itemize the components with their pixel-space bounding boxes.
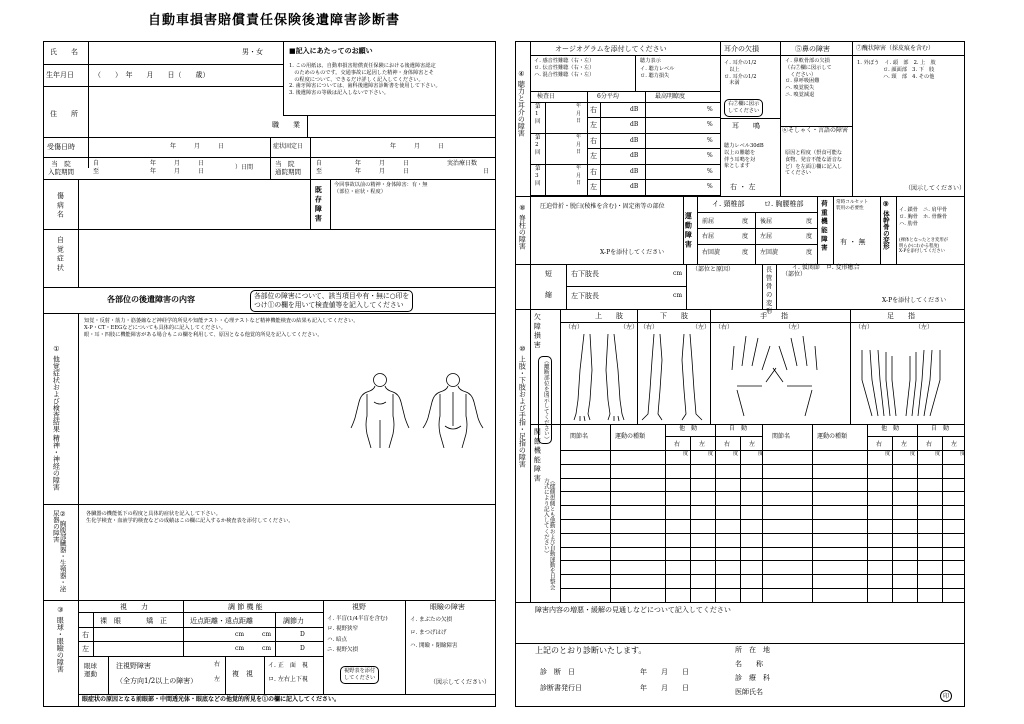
- exam-day-label: 検査日: [537, 93, 556, 100]
- left-cm-2[interactable]: cm: [262, 645, 272, 652]
- short-label: 短: [545, 270, 552, 278]
- section2-note: 各臓器の機能低下の程度と具体的症状を記入して下さい。 生化学検査・血液学的検査などの成績はこの欄に記入するか検査表を添付してください。: [86, 511, 294, 524]
- real-days-label: 実治療日数: [447, 160, 478, 167]
- seal-mark[interactable]: 印: [940, 690, 952, 702]
- chew-note: 原因と程度（摂食可能な 食物、発音不能な語音な ど）を左面①欄に記入し てください: [785, 150, 843, 177]
- left-leg-cm[interactable]: cm: [673, 292, 683, 299]
- rrot-label: 右回旋: [702, 249, 721, 256]
- round-3-db-0[interactable]: dB: [630, 168, 639, 175]
- round-1-right-ear: 右: [590, 106, 597, 114]
- nose-header: ⑤鼻の障害: [795, 45, 830, 53]
- finger-r: （右）: [715, 324, 734, 331]
- hospital-period-label: 当 院 入院期間: [48, 160, 74, 177]
- address-label: 住 所: [50, 110, 78, 118]
- hosp-to-date[interactable]: 年 月 日: [150, 168, 205, 175]
- real-days-unit[interactable]: 日: [483, 168, 490, 175]
- best-clarity-label: 最高明瞭度: [655, 93, 686, 100]
- diag-date-field[interactable]: 年 月 日: [640, 668, 689, 676]
- section1-note: 知覚・反射・筋力・筋萎縮など神経学的所見や知能テスト・心理テストなど精神機能検査の結果も記入してください。 X-P・CT・EEGなどについても具体的に記入してください。 眼・耳・四肢に機能障害がある場合もこの欄を利用して、原因となる他覚的所見を記入してください。: [84, 318, 359, 338]
- lower-r: （右）: [640, 324, 659, 331]
- left-d[interactable]: D: [300, 645, 305, 652]
- tinnitus-rl[interactable]: 右 ・ 左: [730, 183, 756, 191]
- audiogram-note: オージオグラムを添付してください: [555, 45, 667, 53]
- section9-items[interactable]: イ. 鎖骨 ニ. 肩甲骨 ロ. 胸骨 ホ. 骨盤骨 ハ. 肋骨: [899, 207, 948, 227]
- spine-note: 圧迫骨折・脱臼(稜椎を含む)・固定術等の部位: [540, 203, 665, 210]
- deg-0-2[interactable]: 度: [733, 451, 739, 457]
- field-items[interactable]: イ. 半盲(1/4半盲を含む) ロ. 視野狭窄 ハ. 暗点 ニ. 視野欠損: [327, 616, 388, 654]
- rl-head-1-3: 左: [951, 441, 958, 448]
- lbend-deg[interactable]: 度: [806, 233, 813, 240]
- department-label: 診 療 科: [735, 674, 770, 682]
- round-1-db-0[interactable]: dB: [630, 106, 639, 113]
- rl-head-1-2: 右: [926, 441, 933, 448]
- diagnosis-label: 傷 病 名: [56, 192, 65, 218]
- job-label: 職 業: [272, 121, 300, 129]
- diplopia-label: 注視野障害: [116, 662, 151, 670]
- lbend-label: 左屈: [760, 233, 773, 240]
- round-3-db-1[interactable]: dB: [630, 183, 639, 190]
- form-title: 自動車損害賠償責任保険後遺障害診断書: [148, 13, 401, 28]
- spine-xp: X-Pを添付してください: [600, 249, 665, 256]
- existing-disorder-label: 既 存 障 害: [314, 186, 324, 222]
- thoracic-label: ロ. 胸腰椎部: [764, 200, 804, 208]
- deg-1-0[interactable]: 度: [885, 451, 891, 457]
- outpt-from-date[interactable]: 年 月 日: [355, 160, 410, 167]
- address-field[interactable]: [92, 90, 272, 130]
- lower-l: （左）: [692, 324, 711, 331]
- rbend-deg[interactable]: 度: [742, 233, 749, 240]
- flex-deg[interactable]: 度: [742, 218, 749, 225]
- passive-0: 他 動: [679, 425, 698, 432]
- deg-0-0[interactable]: 度: [683, 451, 689, 457]
- shrink-label: 縮: [545, 291, 552, 299]
- hearing-display: 聴力表示: [640, 58, 661, 64]
- doctor-label: 医師氏名: [735, 688, 763, 696]
- sex-label[interactable]: 男・女: [242, 48, 263, 56]
- fix-date-label: 症状固定日: [273, 143, 304, 150]
- right-cm-1[interactable]: cm: [235, 631, 245, 638]
- section9-note: (裸体となったとき変形が 明らかにわかる程度) X-Pを添付してください: [899, 238, 948, 255]
- corrected-label: 矯 正: [146, 617, 167, 625]
- toes: 足 指: [887, 312, 915, 320]
- flex-label: 前屈: [702, 218, 715, 225]
- job-field[interactable]: [312, 118, 492, 134]
- round-2-pct-1[interactable]: %: [707, 152, 713, 159]
- round-3-label: 第 3 回: [535, 166, 541, 187]
- diag-date-label: 診 断 日: [540, 668, 575, 676]
- section2-label: ② 胸腹部臓器・生殖器・泌尿器の障害: [51, 510, 67, 592]
- left-eye-label: 左: [82, 645, 89, 653]
- hosp-to: 至: [93, 168, 100, 175]
- deg-1-2[interactable]: 度: [935, 451, 941, 457]
- diplopia-half: （全方向1/2以上の障害）: [116, 677, 198, 685]
- adjust-header: 調 節 機 能: [228, 603, 263, 611]
- long-bone-label: 長 管 骨 の 変 形: [764, 266, 772, 314]
- corset-note: 常時コルセット 装用の必要性: [836, 200, 869, 211]
- field-header: 視野: [352, 603, 366, 611]
- rl-head-1-1: 左: [901, 441, 908, 448]
- section10-label: ⑩ 上肢・下肢および手指・足指の障害: [518, 345, 527, 468]
- subjective-label: 自 覚 症 状: [56, 236, 65, 271]
- section4-label: ④ 聴力と耳介の障害: [517, 70, 526, 137]
- joint-type-1: 運動の種類: [817, 433, 848, 440]
- rl-head-1-0: 右: [876, 441, 883, 448]
- deg-1-3[interactable]: 度: [960, 451, 966, 457]
- existing-disorder-note[interactable]: 今回事故以前の精神・身体障害：有・無 （部位・症状・程度）: [334, 182, 428, 195]
- nose-items[interactable]: イ. 鼻軟骨部の欠損 （右⑦欄に図示して ください） ロ. 鼻呼吸困難 ハ. 嗅覚脱失 ニ. 嗅覚減退: [785, 58, 832, 98]
- location-label: 所 在 地: [735, 646, 770, 654]
- six-avg-label: 6分平均: [597, 93, 619, 100]
- birth-label: 生年月日: [46, 71, 74, 79]
- tinnitus-header: 耳 鳴: [732, 122, 760, 130]
- front-view[interactable]: イ. 正 面 視: [268, 662, 308, 669]
- load-disorder-label: 荷 重 機 能 障 害: [819, 200, 828, 251]
- lower-limb: 下 肢: [660, 312, 688, 320]
- eyelid-items[interactable]: イ. まぶたの欠損 ロ. まつげはげ ハ. 開瞼・閉瞼障害: [410, 617, 458, 650]
- rl-head-0-0: 右: [674, 441, 681, 448]
- defect-note: （離断部位を図示してください）: [538, 356, 552, 444]
- ear-types[interactable]: イ. 感音性難聴（右・左） ロ. 伝音性難聴（右・左） ハ. 混合性難聴（右・左）: [534, 58, 595, 78]
- eye-attach-note: （図示してください）: [430, 679, 491, 686]
- deg-1-1[interactable]: 度: [910, 451, 916, 457]
- diplopia-left[interactable]: 左: [214, 676, 221, 683]
- rl-head-0-3: 左: [749, 441, 756, 448]
- section9-label: ⑨ 体幹骨の変形: [881, 200, 890, 250]
- lrot-label: 左回旋: [760, 249, 779, 256]
- long-bone-part: （部位）: [782, 271, 807, 278]
- subjective-field[interactable]: [82, 232, 482, 284]
- round-3-pct-0[interactable]: %: [707, 168, 713, 175]
- corset-yn[interactable]: 有 ・ 無: [840, 238, 866, 246]
- hosp-days[interactable]: ）日間: [235, 164, 254, 171]
- scar-attach: （図示してください）: [905, 185, 966, 192]
- outpt-from: 自: [316, 160, 323, 167]
- section-title: 各部位の後遺障害の内容: [107, 294, 195, 304]
- round-3-left-ear: 左: [590, 183, 597, 191]
- other-view[interactable]: ロ. 左右上下視: [268, 676, 308, 683]
- auricle-items[interactable]: イ. 耳介の1/2 以上 ロ. 耳介の1/2 未満: [724, 60, 757, 87]
- hosp-from: 自: [93, 160, 100, 167]
- right-eye-label: 右: [82, 631, 89, 639]
- round-2-left-ear: 左: [590, 152, 597, 160]
- joint-label: 関 節 機 能 障 害: [533, 428, 542, 482]
- field-attach: 視野表を添付 してください: [340, 666, 379, 684]
- joint-name-0: 関節名: [570, 433, 589, 440]
- rl-head-0-2: 右: [724, 441, 731, 448]
- section-note: 各部位の障害について、該当項目や有・無に○印を つけ①の欄を用いて検査値等を記入してください: [250, 290, 413, 312]
- passive-1: 他 動: [881, 425, 900, 432]
- active-0: 自 動: [729, 425, 748, 432]
- tinnitus-note: 聴力レベル30dB 以上の難聴を 伴う耳鳴を対 象とします: [724, 143, 764, 170]
- notes-text: 1. この用紙は、自動車損害賠償責任保険における後遺障害認定 のためのものです。交通事故に起因した精神・身体障害とそ の程度について、できるだけ詳しく記入してください。 2. 歯牙障害については、歯科後遺障害診断書を使用して下さい。 3. 後遺障害の等級は記入しないで下さい。: [289, 63, 441, 96]
- right-leg-cm[interactable]: cm: [673, 270, 683, 277]
- body-diagram[interactable]: [345, 372, 495, 448]
- round-1-pct-0[interactable]: %: [707, 106, 713, 113]
- round-2-date[interactable]: 年 月 日: [576, 134, 582, 155]
- round-2-right-ear: 右: [590, 137, 597, 145]
- naked-label: 裸 眼: [100, 617, 121, 625]
- round-1-left-ear: 左: [590, 121, 597, 129]
- outlook-note: 障害内容の増悪・緩解の見通しなどについて記入してください: [535, 606, 731, 614]
- birth-fields[interactable]: （ ） 年 月 日（ 歳）: [94, 71, 210, 79]
- section3-label: ③ 眼球・眼瞼の障害: [56, 606, 65, 673]
- issue-date-label: 診断書発行日: [540, 684, 582, 692]
- diagnosis-field[interactable]: [82, 182, 302, 226]
- chew-header: ⑥そしゃく・言語の障害: [782, 127, 849, 134]
- left-leg-length: 左下肢長: [571, 292, 599, 300]
- fingers: 手 指: [760, 312, 788, 320]
- false-joint[interactable]: イ. 仮関節 ロ. 変形癒合: [792, 264, 860, 271]
- right-d[interactable]: D: [300, 631, 305, 638]
- eye-motion-label: 眼球 運動: [84, 662, 97, 679]
- notes-title: ■記入にあたってのお願い: [289, 46, 373, 55]
- round-1-pct-1[interactable]: %: [707, 121, 713, 128]
- lrot-deg[interactable]: 度: [806, 249, 813, 256]
- hospital-name-label: 名 称: [735, 660, 763, 668]
- auricle-draw: 右⑦欄に図示 してください: [724, 99, 763, 117]
- deg-0-3[interactable]: 度: [758, 451, 764, 457]
- upper-limb: 上 肢: [595, 312, 623, 320]
- round-3-date[interactable]: 年 月 日: [576, 165, 582, 186]
- upper-r: （右）: [565, 324, 584, 331]
- eye-footer: 眼症状の原因となる前眼部・中間透光体・眼底などの他覚的所見を①の欄に記入してください。: [82, 696, 341, 703]
- right-cm-2[interactable]: cm: [262, 631, 272, 638]
- fix-date-field[interactable]: 年 月 日: [390, 143, 445, 150]
- round-2-db-1[interactable]: dB: [630, 152, 639, 159]
- issue-date-field[interactable]: 年 月 日: [640, 684, 689, 692]
- name-label: 氏 名: [50, 48, 78, 56]
- round-3-pct-1[interactable]: %: [707, 183, 713, 190]
- hearing-items[interactable]: イ. 聴力レベル ロ. 聴力損失: [640, 66, 675, 79]
- upper-l: （左）: [620, 324, 639, 331]
- name-field[interactable]: [92, 44, 232, 62]
- near-far-label: 近点距離・遠点距離: [190, 617, 253, 625]
- finger-l: （左）: [785, 324, 804, 331]
- certify-text: 上記のとおり診断いたします。: [535, 646, 647, 655]
- toe-r: （右）: [855, 324, 874, 331]
- motion-disorder-label: 運 動 障 害: [684, 212, 694, 248]
- eyelid-header: 眼瞼の障害: [430, 603, 465, 611]
- joint-name-1: 関節名: [772, 433, 791, 440]
- injury-date-label: 受傷日時: [47, 143, 75, 151]
- vision-header: 視 力: [120, 603, 148, 611]
- round-1-label: 第 1 回: [535, 104, 541, 125]
- deg-0-1[interactable]: 度: [708, 451, 714, 457]
- range-label: 調節力: [283, 617, 304, 625]
- right-leg-length: 右下肢長: [571, 270, 599, 278]
- round-1-date[interactable]: 年 月 日: [576, 103, 582, 124]
- cervical-label: イ. 頸椎部: [712, 200, 745, 208]
- outpatient-period-label: 当 院 通院期間: [275, 160, 301, 177]
- left-cm-1[interactable]: cm: [235, 645, 245, 652]
- auricle-header: 耳介の欠損: [724, 45, 759, 53]
- outpt-to: 至: [316, 168, 323, 175]
- ext-deg[interactable]: 度: [806, 218, 813, 225]
- joint-note: （健側患側とも他動および自動運動を日整会方式により記入してください）: [542, 478, 555, 590]
- section8-label: ⑧ 脊柱の障害: [518, 204, 527, 250]
- outpt-to-date[interactable]: 年 月 日: [355, 168, 410, 175]
- site-cause: （部位と原因）: [692, 266, 735, 273]
- joint-type-0: 運動の種類: [615, 433, 646, 440]
- defect-label: 欠 障 損 害: [533, 313, 542, 348]
- round-3-right-ear: 右: [590, 168, 597, 176]
- round-2-db-0[interactable]: dB: [630, 137, 639, 144]
- diplopia-right[interactable]: 右: [214, 661, 221, 668]
- scar-items[interactable]: 1. 外ぼう イ. 頭 部 2. 上 肢 ロ. 顔面部 3. 下 肢 ハ. 頸 部 4. その他: [857, 60, 936, 80]
- limb-diagrams[interactable]: [562, 330, 964, 422]
- rbend-label: 右屈: [702, 233, 715, 240]
- long-bone-xp: X-Pを添付してください: [882, 297, 947, 304]
- hosp-from-date[interactable]: 年 月 日: [150, 160, 205, 167]
- injury-date-field[interactable]: 年 月 日: [170, 143, 225, 150]
- rl-head-0-1: 左: [699, 441, 706, 448]
- active-1: 自 動: [931, 425, 950, 432]
- section1-label: ① 他覚症状および検査結果 精神・神経の障害: [52, 345, 61, 491]
- round-1-db-1[interactable]: dB: [630, 121, 639, 128]
- toe-l: （左）: [915, 324, 934, 331]
- rrot-deg[interactable]: 度: [742, 249, 749, 256]
- double-vision-label: 複 視: [232, 670, 253, 678]
- round-2-pct-0[interactable]: %: [707, 137, 713, 144]
- ext-label: 後屈: [760, 218, 773, 225]
- scar-header: ⑦醜状障害（採皮痕を含む）: [856, 45, 935, 52]
- round-2-label: 第 2 回: [535, 135, 541, 156]
